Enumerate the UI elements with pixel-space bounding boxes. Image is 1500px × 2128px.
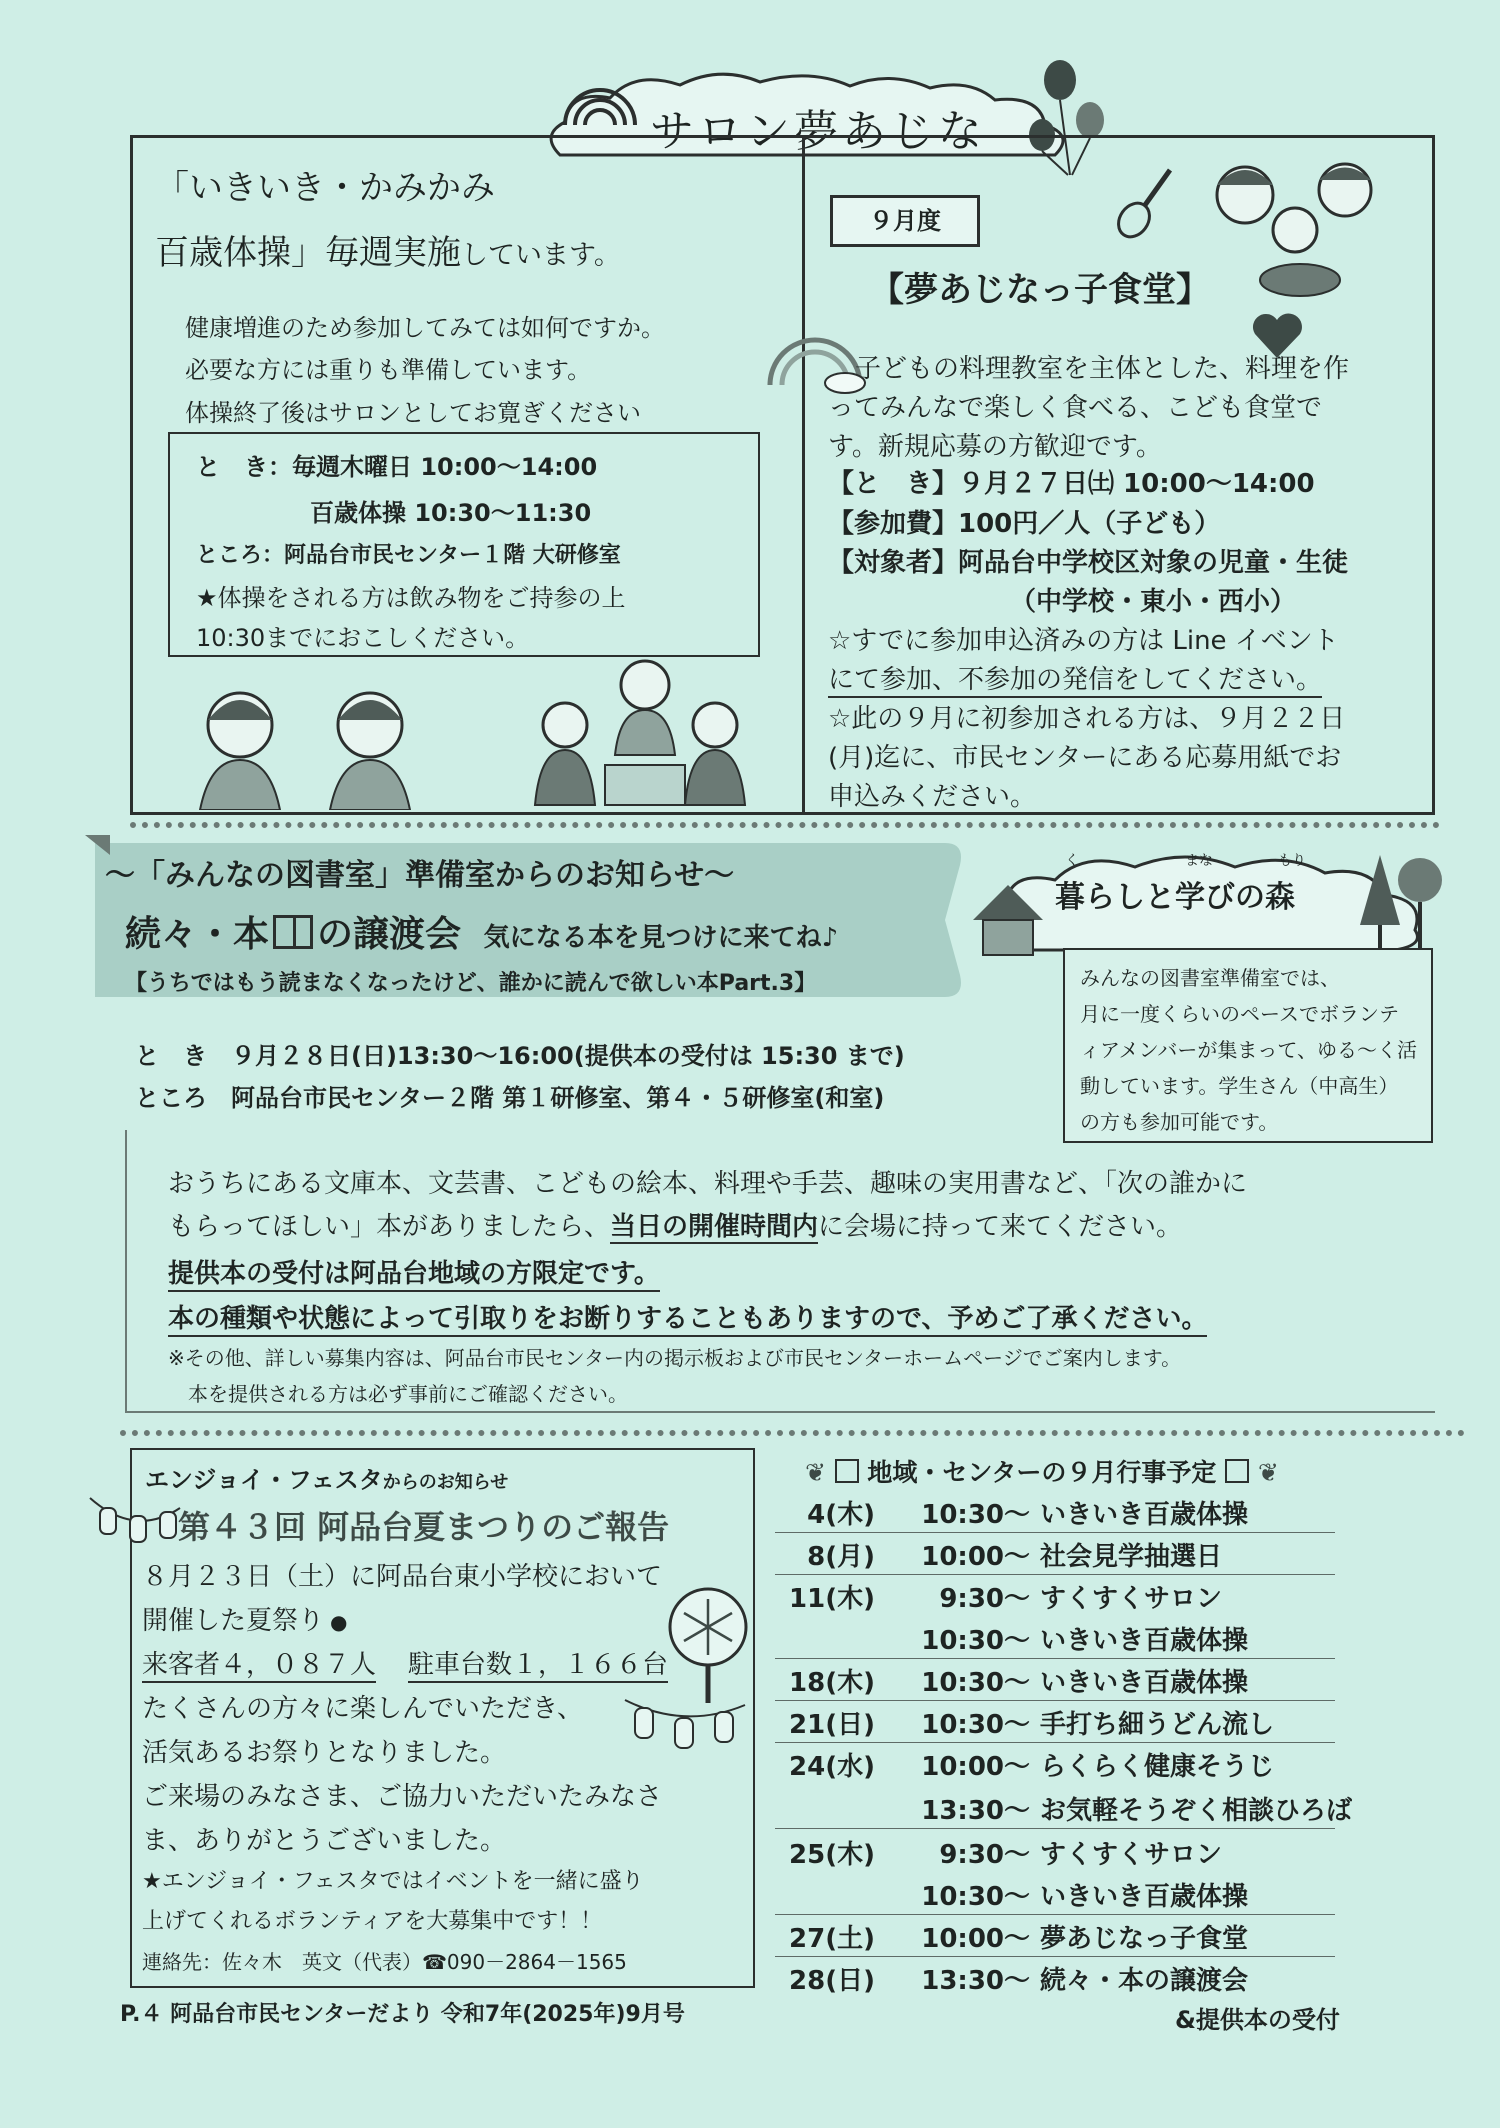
festa-line-7: ま、ありがとうございました。 <box>142 1826 507 1856</box>
library-body-2: もらってほしい」本がありましたら、当日の開催時間内に会場に持って来てください。 <box>168 1212 1183 1242</box>
kids-target-2: （中学校・東小・西小） <box>1010 587 1297 617</box>
kids-body-2: ってみんなで楽しく食べる、こども食堂で <box>828 393 1323 423</box>
schedule-time: 10:30～ <box>921 1710 1030 1740</box>
library-where: ところ 阿品台市民センター２階 第１研修室、第４・５研修室(和室) <box>135 1084 885 1112</box>
schedule-row <box>775 1620 1335 1659</box>
festa-line-9: 上げてくれるボランティアを大募集中です！！ <box>142 1909 603 1934</box>
family-illustration <box>505 655 775 810</box>
sparkle-icon: ● <box>330 1610 348 1634</box>
schedule-date: 8(月) <box>807 1542 875 1572</box>
exercise-when-2: 百歳体操 10:30～11:30 <box>310 499 592 527</box>
cooking-family-illustration <box>1195 150 1395 300</box>
festa-visitors: 来客者４，０８７人 <box>142 1644 376 1683</box>
schedule-row <box>775 1494 1335 1533</box>
exercise-note-1: ★体操をされる方は飲み物をご持参の上 <box>196 584 626 612</box>
lanterns-icon <box>620 1690 750 1780</box>
exercise-note-2: 10:30までにおこしください。 <box>196 624 530 652</box>
kids-body-1: 子どもの料理教室を主体とした、料理を作 <box>855 354 1350 384</box>
schedule-row <box>775 1790 1353 1829</box>
schedule-time: 10:00～ <box>921 1542 1030 1572</box>
footer: P.４ 阿品台市民センターだより 令和7年(2025年)9月号 <box>120 2002 685 2027</box>
leaf-icon-2: ❦ <box>1257 1458 1279 1487</box>
library-body-6: 本を提供される方は必ず事前にご確認ください。 <box>188 1382 628 1406</box>
schedule-event: すくすくサロン <box>1040 1584 1223 1614</box>
calendar-icon-2 <box>1225 1459 1249 1483</box>
schedule-date: 28(日) <box>789 1966 875 1996</box>
fan-fireworks-icon <box>660 1585 755 1705</box>
schedule-date: 27(土) <box>789 1924 875 1954</box>
forest-house-icon <box>968 875 1048 960</box>
schedule-row <box>775 1876 1335 1915</box>
seniors-illustration <box>170 680 450 810</box>
kids-note-1: ☆すでに参加申込済みの方は Line イベント <box>828 626 1339 656</box>
rainbow-icon <box>560 60 640 130</box>
kids-target: 【対象者】阿品台中学校区対象の児童・生徒 <box>828 548 1349 578</box>
schedule-time: 9:30～ <box>939 1584 1030 1614</box>
month-tag: ９月度 <box>830 195 980 247</box>
exercise-body-1: 健康増進のため参加してみては如何ですか。 <box>185 314 665 342</box>
schedule-row <box>775 1704 1335 1743</box>
schedule-row <box>775 1918 1335 1957</box>
schedule-event: 手打ち細うどん流し <box>1040 1710 1275 1740</box>
festa-line-2: 開催した夏祭り ● <box>142 1606 348 1636</box>
kids-note-5: 申込みください。 <box>828 782 1037 812</box>
kids-diner-title: 【夢あじなっ子食堂】 <box>870 270 1210 310</box>
kids-body-3: す。新規応募の方歓迎です。 <box>828 432 1162 462</box>
leaf-icon: ❦ <box>805 1458 826 1487</box>
schedule-time: 10:00～ <box>921 1752 1030 1782</box>
kids-note-4: (月)迄に、市民センターにある応募用紙でお <box>828 743 1342 773</box>
forest-trees-icon <box>1355 845 1445 955</box>
salon-title: サロン夢あじな <box>650 106 986 157</box>
schedule-event: 夢あじなっ子食堂 <box>1040 1924 1249 1954</box>
forest-body-3: ィアメンバーが集まって、ゆる～く活 <box>1080 1038 1417 1062</box>
schedule-event: すくすくサロン <box>1040 1840 1223 1870</box>
festa-header: エンジョイ・フェスタからのお知らせ <box>145 1466 509 1494</box>
library-body-1: おうちにある文庫本、文芸書、こどもの絵本、料理や手芸、趣味の実用書など、「次の誰かに <box>168 1169 1248 1199</box>
divider-1 <box>130 822 1440 828</box>
schedule-event: いきいき百歳体操 <box>1040 1882 1249 1912</box>
schedule-event: 社会見学抽選日 <box>1040 1542 1223 1572</box>
schedule-event: いきいき百歳体操 <box>1040 1500 1249 1530</box>
library-header: ～「みんなの図書室」準備室からのお知らせ～ <box>105 858 735 893</box>
schedule-event: いきいき百歳体操 <box>1040 1668 1249 1698</box>
festa-line-5: 活気あるお祭りとなりました。 <box>142 1738 507 1768</box>
exercise-title-line1: 「いきいき・かみかみ <box>155 168 495 208</box>
festa-contact: 連絡先：佐々木 英文（代表）☎090－2864－1565 <box>142 1950 627 1974</box>
festa-line-4: たくさんの方々に楽しんでいただき、 <box>142 1694 583 1724</box>
exercise-body-2: 必要な方には重りも準備しています。 <box>185 356 592 384</box>
exercise-body-3: 体操終了後はサロンとしてお寛ぎください <box>185 399 641 427</box>
schedule-date: 24(水) <box>789 1752 875 1782</box>
festa-title: 第４３回 阿品台夏まつりのご報告 <box>178 1508 670 1546</box>
schedule-time: 10:30～ <box>921 1626 1030 1656</box>
kids-note-3: ☆此の９月に初参加される方は、９月２２日 <box>828 704 1346 734</box>
schedule-event: 続々・本の譲渡会 <box>1040 1966 1249 1996</box>
book-icon <box>273 915 313 949</box>
forest-body-1: みんなの図書室準備室では、 <box>1080 966 1340 990</box>
library-when: と き ９月２８日(日)13:30～16:00(提供本の受付は 15:30 まで) <box>135 1042 905 1070</box>
whisk-icon <box>1110 165 1180 240</box>
divider-2 <box>120 1430 1465 1436</box>
schedule-date: 11(木) <box>789 1584 875 1614</box>
schedule-time: 10:30～ <box>921 1668 1030 1698</box>
forest-title: 暮らしと学びの森 <box>1055 880 1295 915</box>
kids-fee: 【参加費】100円／人（子ども） <box>828 509 1221 539</box>
schedule-event: らくらく健康そうじ <box>1040 1752 1275 1782</box>
schedule-time: 9:30～ <box>939 1840 1030 1870</box>
festa-parking: 駐車台数１，１６６台 <box>408 1644 668 1683</box>
kids-when: 【と き】９月２７日㈯ 10:00～14:00 <box>828 469 1315 499</box>
festa-line-6: ご来場のみなさま、ご協力いただいたみなさ <box>142 1782 663 1812</box>
library-body-3: 提供本の受付は阿品台地域の方限定です。 <box>168 1253 660 1292</box>
schedule-time: 13:30～ <box>921 1966 1030 1996</box>
schedule-row <box>775 1662 1335 1701</box>
schedule-row <box>775 1746 1335 1784</box>
schedule-last-extra: &提供本の受付 <box>1175 2006 1340 2034</box>
exercise-when: と き：毎週木曜日 10:00～14:00 <box>196 453 598 481</box>
library-title: 続々・本 の譲渡会 気になる本を見つけに来てね♪ <box>125 914 839 955</box>
forest-body-2: 月に一度くらいのペースでボランテ <box>1080 1002 1399 1026</box>
schedule-time: 10:00～ <box>921 1924 1030 1954</box>
schedule-date: 21(日) <box>789 1710 875 1740</box>
forest-body-5: の方も参加可能です。 <box>1080 1110 1279 1134</box>
schedule-time: 13:30～ <box>921 1796 1030 1826</box>
festa-line-8: ★エンジョイ・フェスタではイベントを一緒に盛り <box>142 1869 644 1894</box>
schedule-row <box>775 1578 1335 1616</box>
schedule-time: 10:30～ <box>921 1882 1030 1912</box>
schedule-date: 25(木) <box>789 1840 875 1870</box>
schedule-time: 10:30～ <box>921 1500 1030 1530</box>
schedule-row <box>775 1960 1335 1998</box>
calendar-icon <box>835 1459 859 1483</box>
exercise-where: ところ：阿品台市民センター１階 大研修室 <box>196 543 621 568</box>
schedule-event: いきいき百歳体操 <box>1040 1626 1249 1656</box>
library-body-5: ※その他、詳しい募集内容は、阿品台市民センター内の掲示板および市民センターホームページでご案内します。 <box>168 1346 1182 1370</box>
forest-ruby-3: もり <box>1278 853 1306 869</box>
schedule-row <box>775 1834 1335 1872</box>
exercise-title-line2: 百歳体操」毎週実施しています。 <box>155 233 621 273</box>
schedule-row <box>775 1536 1335 1575</box>
schedule-date: 4(木) <box>807 1500 875 1530</box>
schedule-date: 18(木) <box>789 1668 875 1698</box>
library-body-4: 本の種類や状態によって引取りをお断りすることもありますので、予めご了承ください。 <box>168 1298 1207 1337</box>
kids-note-2: にて参加、不参加の発信をしてください。 <box>828 659 1322 698</box>
forest-ruby-2: まな <box>1185 853 1213 869</box>
festa-line-1: ８月２３日（土）に阿品台東小学校において <box>142 1562 663 1592</box>
schedule-event: お気軽そうぞく相談ひろば <box>1040 1796 1353 1826</box>
forest-ruby-1: く <box>1065 853 1079 869</box>
forest-body-4: 動しています。学生さん（中高生） <box>1080 1074 1399 1098</box>
schedule-title: ❦ 地域・センターの９月行事予定 ❦ <box>805 1458 1279 1487</box>
library-subtitle: 【うちではもう読まなくなったけど、誰かに読んで欲しい本Part.3】 <box>125 971 817 996</box>
rainbow-cloud-icon <box>760 325 870 395</box>
